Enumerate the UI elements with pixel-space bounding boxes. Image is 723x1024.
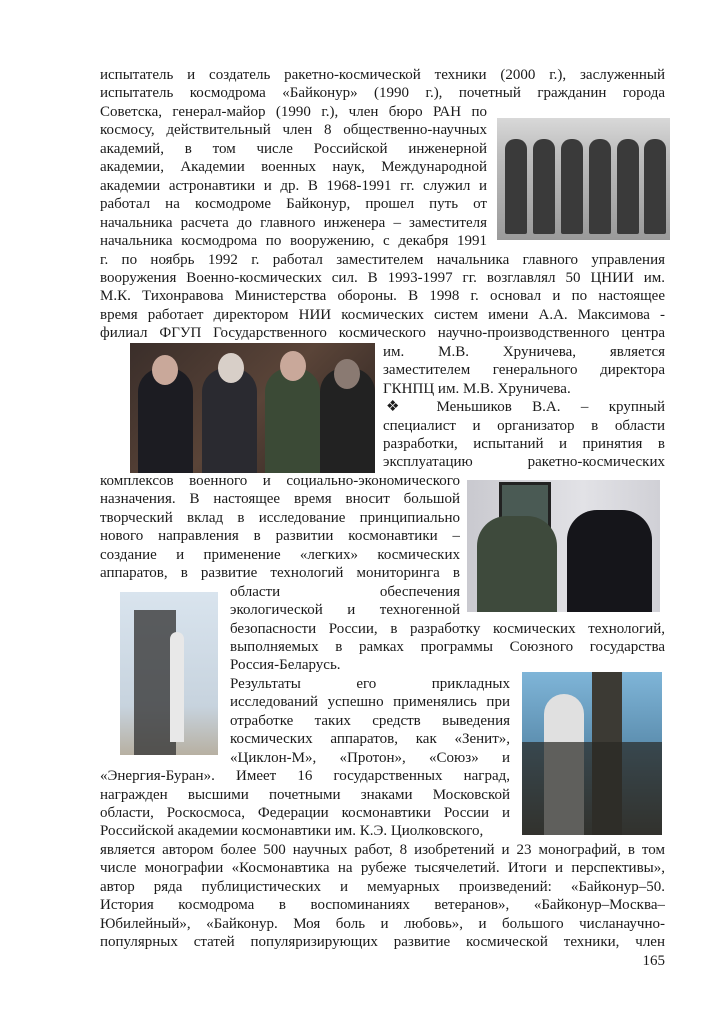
- text-line: академии, Академии военных наук, Международной: [100, 159, 487, 176]
- text-line: области, Роскосмоса, Федерации космонавтики России и: [100, 805, 510, 821]
- text-line: им. М.В. Хруничева, является: [383, 343, 665, 360]
- text-line: Результаты его прикладных: [230, 675, 510, 692]
- text-line: г. по ноябрь 1992 г. работал заместителем начальника главного управления: [100, 251, 665, 268]
- text-line: исследований успешно применялись при: [230, 694, 510, 711]
- text-line: эксплуатацию ракетно-космических: [383, 454, 665, 471]
- text-line: области обеспечения: [230, 583, 460, 600]
- text-line: создание и применение «легких» космических: [100, 546, 460, 563]
- text-line: заместителем генерального директора: [383, 362, 665, 379]
- text-line: М.К. Тихонравова Министерства обороны. В 1998 г. основал и по настоящее: [100, 288, 665, 305]
- text-line: академии астронавтики и др. В 1968-1991 гг. служил и: [100, 177, 487, 194]
- page-number: 165: [642, 952, 665, 969]
- text-line: экологической и техногенной: [230, 602, 460, 619]
- photo-handshake: [467, 480, 660, 612]
- bullet-line: ❖ Меньшиков В.А. – крупный: [386, 399, 665, 416]
- text-line: популярных статей популяризирующих развитие космической техники, член: [100, 934, 665, 951]
- text-line: Россия-Беларусь.: [230, 657, 341, 674]
- text-line: испытатель и создатель ракетно-космической техники (2000 г.), заслуженный: [100, 67, 665, 83]
- text-line: назначения. В настоящее время вносит большой: [100, 491, 460, 508]
- photo-men-seated-in-hall: [130, 343, 375, 473]
- text-line: вооружения Военно-космических сил. В 1993-1997 гг. возглавлял 50 ЦНИИ им.: [100, 269, 665, 286]
- text-line: выполняемых в рамках программы Союзного государства: [230, 638, 665, 655]
- text-line: «Циклон-М», «Протон», «Союз» и: [230, 749, 510, 766]
- photo-group-of-officers: [497, 118, 670, 240]
- text-line: отработке таких средств выведения: [230, 712, 510, 729]
- text-line: является автором более 500 научных работ, 8 изобретений и 23 монографий, в том: [100, 841, 665, 858]
- text-line: время работает директором НИИ космических систем имени А.А. Максимова -: [100, 306, 665, 323]
- text-line: работал на космодроме Байконур, прошел путь от: [100, 196, 487, 213]
- text-line: награжден высшими почетными знаками Московской: [100, 786, 510, 803]
- text-line: комплексов военного и социально-экономического: [100, 472, 460, 489]
- text-line: Юбилейный», «Байконур. Моя боль и любовь», и большого числанаучно-: [100, 915, 665, 932]
- text-line: нового направления в развитии космонавтики –: [100, 528, 460, 545]
- photo-rocket-launch-pad: [120, 592, 218, 755]
- text-line: космических аппаратов, как «Зенит»,: [230, 731, 510, 748]
- text-line: безопасности России, в разработку космических технологий,: [230, 620, 665, 637]
- photo-rocket-gantry: [522, 672, 662, 835]
- text-line: ГКНПЦ им. М.В. Хруничева.: [383, 380, 571, 397]
- text-line: «Энергия-Буран». Имеет 16 государственных наград,: [100, 768, 510, 785]
- text-line: аппаратов, в развитие технологий мониторинга в: [100, 565, 460, 582]
- text-line: космосу, действительный член 8 общественно-научных: [100, 122, 487, 139]
- text-line: академий, в том числе Российской инженерной: [100, 140, 487, 157]
- text-line: Советска, генерал-майор (1990 г.), член бюро РАН по: [100, 103, 487, 120]
- text-line: разработки, испытаний и принятия в: [383, 436, 665, 452]
- text-line: филиал ФГУП Государственного космического научно-производственного центра: [100, 325, 665, 342]
- text-line: начальника космодрома по вооружению, с декабря 1991: [100, 233, 487, 250]
- text-line: История космодрома в воспоминаниях ветеранов», «Байконур–Москва–: [100, 897, 665, 914]
- text-line: автор ряда публицистических и мемуарных произведений: «Байконур–50.: [100, 878, 665, 895]
- text-line: Российской академии космонавтики им. К.Э. Циолковского,: [100, 823, 484, 840]
- text-line: творческий вклад в исследование принципиально: [100, 509, 460, 526]
- text-line: специалист и организатор в области: [383, 417, 665, 434]
- text-line: начальника расчета до главного инженера – заместителя: [100, 214, 487, 231]
- text-line: испытатель космодрома «Байконур» (1990 г.), почетный гражданин города: [100, 85, 665, 102]
- text-line: числе монографии «Космонавтика на рубеже тысячелетий. Итоги и перспективы»,: [100, 860, 665, 877]
